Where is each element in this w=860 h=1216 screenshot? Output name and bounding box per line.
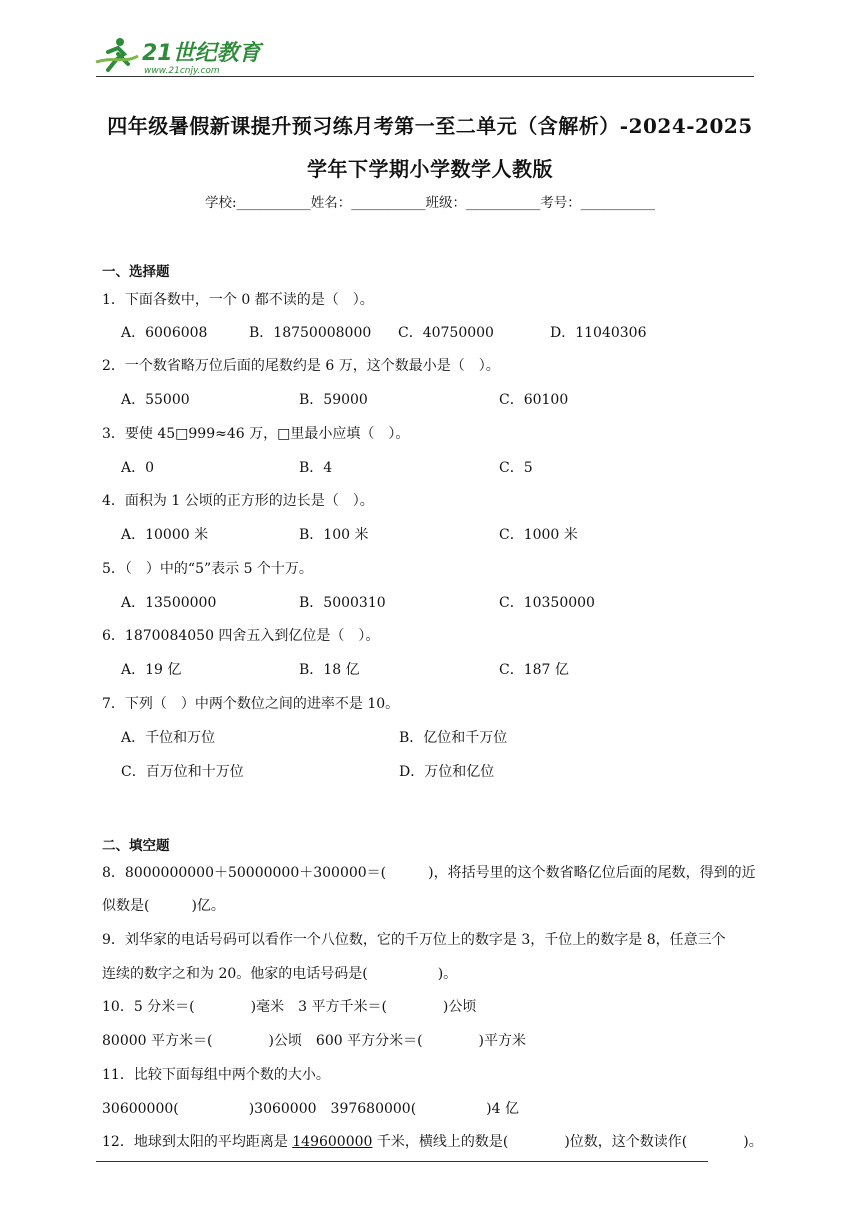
q1-option-b: B．18750008000 [249,325,372,341]
svg-text:21世纪教育: 21世纪教育 [142,41,261,66]
svg-text:www.21cnjy.com: www.21cnjy.com [144,66,220,76]
q4-option-c: C．1000 米 [499,527,578,543]
question-4: 4．面积为 1 公顷的正方形的边长是（ ）。 [102,493,374,509]
question-7: 7．下列（ ）中两个数位之间的进率不是 10。 [102,696,400,712]
question-11-line2: 30600000( )3060000 397680000( )4 亿 [102,1101,519,1117]
brand-logo [94,34,264,76]
q7-option-a: A．千位和万位 [121,730,216,746]
question-3: 3．要使 45□999≈46 万，□里最小应填（ ）。 [102,426,410,442]
q1-option-d: D．11040306 [550,325,647,341]
q7-option-d: D．万位和亿位 [399,764,495,780]
footer-divider [96,1161,708,1162]
q3-option-c: C．5 [499,460,533,476]
q2-option-c: C．60100 [499,392,569,408]
q6-option-c: C．187 亿 [499,662,569,678]
q4-option-a: A．10000 米 [121,527,209,543]
question-5: 5．（ ）中的“5”表示 5 个十万。 [102,561,313,577]
question-1: 1．下面各数中，一个 0 都不读的是（ ）。 [102,292,374,308]
question-8-line2: 似数是( )亿。 [102,898,225,914]
q7-option-c: C．百万位和十万位 [121,764,244,780]
question-10-line1: 10．5 分米＝( )毫米 3 平方千米＝( )公顷 [102,999,477,1015]
q12-text-pre: 12．地球到太阳的平均距离是 [102,1134,293,1150]
q5-option-c: C．10350000 [499,595,595,611]
section-title-choice: 一、选择题 [102,264,170,280]
runner-icon [96,38,138,70]
q6-option-a: A．19 亿 [121,662,182,678]
header-divider [96,76,754,77]
question-6: 6．1870084050 四舍五入到亿位是（ ）。 [102,628,380,644]
q1-option-a: A．6006008 [121,325,208,341]
q2-option-a: A．55000 [121,392,190,408]
q5-option-a: A．13500000 [121,595,217,611]
section-title-fill: 二、填空题 [102,838,170,854]
question-2: 2．一个数省略万位后面的尾数约是 6 万，这个数最小是（ ）。 [102,358,500,374]
q3-option-b: B．4 [299,460,333,476]
page-title-line1: 四年级暑假新课提升预习练月考第一至二单元（含解析）-2024-2025 [107,114,753,138]
q6-option-b: B．18 亿 [299,662,360,678]
q5-option-b: B．5000310 [299,595,386,611]
q12-text-post: 千米，横线上的数是( )位数，这个数读作( )。 [372,1134,763,1150]
question-10-line2: 80000 平方米＝( )公顷 600 平方分米＝( )平方米 [102,1033,527,1049]
q3-option-a: A．0 [121,460,155,476]
question-8-line1: 8．8000000000＋50000000＋300000＝( )，将括号里的这个数省略亿位后面的尾数，得到的近 [102,865,756,881]
q4-option-b: B．100 米 [299,527,369,543]
question-9-line2: 连续的数字之和为 20。他家的电话号码是( )。 [102,966,458,982]
q1-option-c: C．40750000 [398,325,494,341]
q12-underlined-number: 149600000 [292,1134,373,1150]
page-title-line2: 学年下学期小学数学人教版 [307,157,553,181]
question-9-line1: 9．刘华家的电话号码可以看作一个八位数，它的千万位上的数字是 3，千位上的数字是 8，任意三个 [102,932,726,948]
question-12 [102,1131,763,1151]
q2-option-b: B．59000 [299,392,368,408]
student-info-line: 学校:___________姓名：___________班级：___________考号：___________ [204,195,656,211]
question-11-line1: 11．比较下面每组中两个数的大小。 [102,1067,330,1083]
q7-option-b: B．亿位和千万位 [399,730,508,746]
